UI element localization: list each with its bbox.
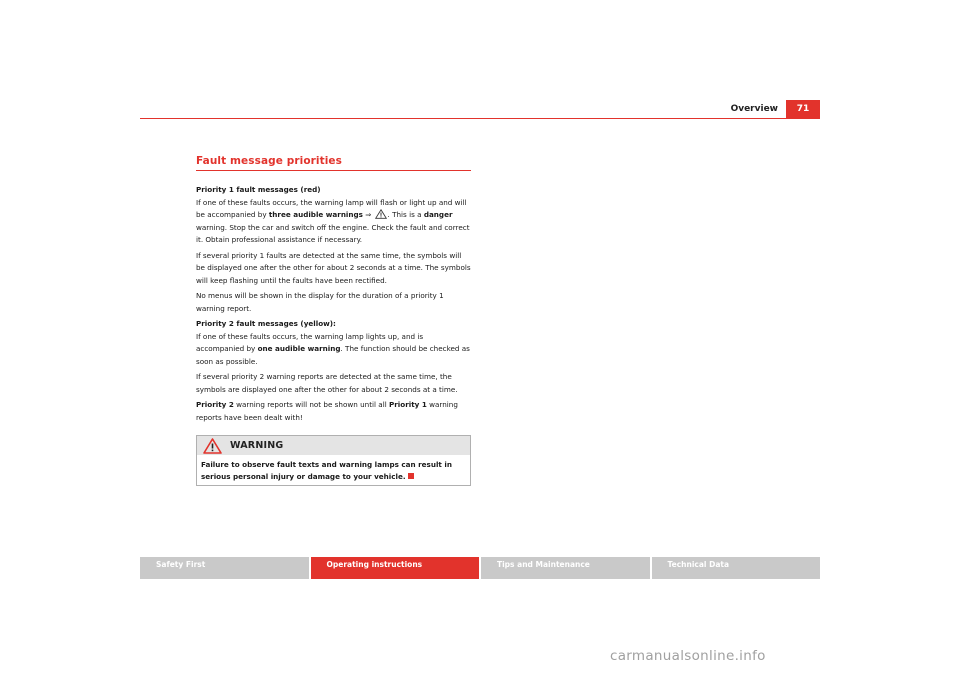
header-divider: [140, 118, 820, 119]
priority1-heading: Priority 1 fault messages (red): [196, 185, 321, 194]
warning-label: WARNING: [230, 440, 284, 451]
priority1-multiple-faults: If several priority 1 faults are detected at the same time, the symbols will be displayed one after the other for about 2 seconds at a time. The symbols will keep flashing until the faults have been rectified.: [196, 250, 471, 285]
watermark: carmanualsonline.info: [610, 648, 766, 664]
warning-text-container: [197, 455, 470, 485]
warning-triangle-icon: [375, 209, 387, 219]
section-title: Fault message priorities: [196, 155, 471, 171]
warning-header: [197, 436, 470, 455]
priority2-heading: Priority 2 fault messages (yellow):: [196, 319, 336, 328]
tab-safety-first[interactable]: Safety First: [140, 557, 309, 579]
tab-tips-and-maintenance[interactable]: Tips and Maintenance: [479, 557, 650, 579]
end-marker-icon: [408, 473, 414, 479]
warning-box: [196, 435, 471, 486]
page-number: 71: [786, 100, 820, 119]
priority1-menus-note: No menus will be shown in the display for the duration of a priority 1 warning report.: [196, 291, 444, 313]
page-section-title: Overview: [730, 104, 778, 114]
tab-operating-instructions[interactable]: Operating instructions: [309, 557, 480, 579]
priority1-paragraph: If one of these faults occurs, the warning lamp will flash or light up and will be accompanied by three audible warnings ⇒ . This is a danger warning. Stop the car and switch off the engine. Check the fault and correct it. Obtain professional assistance if necessary.: [196, 197, 470, 244]
warning-text: Failure to observe fault texts and warning lamps can result in serious personal injury or damage to your vehicle.: [201, 460, 452, 481]
priority2-order-note: Priority 2 warning reports will not be shown until all Priority 1 warning reports have been dealt with!: [196, 400, 458, 422]
footer-nav: [140, 557, 820, 579]
fault-priorities-section: [196, 155, 471, 486]
tab-technical-data[interactable]: Technical Data: [650, 557, 821, 579]
priority2-multiple-faults: If several priority 2 warning reports are detected at the same time, the symbols are displayed one after the other for about 2 seconds at a time.: [196, 372, 458, 394]
priority2-paragraph: If one of these faults occurs, the warning lamp lights up, and is accompanied by one audible warning. The function should be checked as soon as possible.: [196, 331, 470, 366]
warning-triangle-icon: [203, 438, 222, 454]
